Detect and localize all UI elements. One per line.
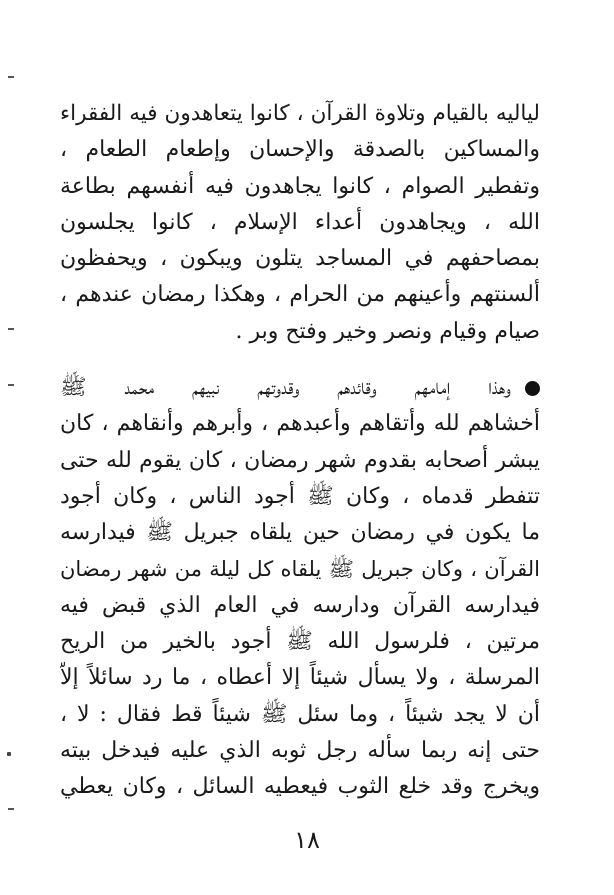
text-line: يبشر أصحابه بقدوم شهر رمضان ، كان يقوم لله حتى [60,447,540,473]
margin-mark [8,384,14,386]
paragraph-1 [60,96,540,350]
bullet-icon [525,381,540,396]
text-line: ألسنتهم وأعينهم من الحرام ، وهكذا رمضان عندهم ، [60,282,540,308]
text-line-first [60,370,540,406]
margin-mark [8,328,14,330]
text-line: المرسلة ، ولا يسأل شيئاً إلا أعطاه ، ما رد سائلاً إلاّ [60,665,540,691]
text-line: صيام وقيام ونصر وخير وفتح وبر . [235,318,540,344]
text-line: والمساكين بالصدقة والإحسان وإطعام الطعام ، [60,137,540,163]
margin-mark [8,808,14,810]
text-line-content: وهذا إمامهم وقائدهم وقدوتهم نبيهم محمد ﷺ [60,375,511,400]
text-line: القرآن ، وكان جبريل ﷺ يلقاه كل ليلة من شهر رمضان [60,557,540,582]
text-line: لياليه بالقيام وتلاوة القرآن ، كانوا يتعاهدون فيه الفقراء [60,101,540,126]
page-number: ١٨ [294,826,320,854]
paragraph-2 [60,370,540,806]
text-line: أخشاهم لله وأتقاهم وأعبدهم ، وأبرهم وأنقاهم ، كان [60,411,540,437]
text-line: حتى إنه ربما سأله رجل ثوبه الذي عليه فيدخل بيته [60,737,540,763]
margin-mark [8,76,14,78]
text-line: بمصاحفهم في المساجد يتلون ويبكون ، ويحفظون [60,246,540,272]
margin-dot [7,752,11,756]
text-line: وتفطير الصوام ، كانوا يجاهدون فيه أنفسهم بطاعة [60,173,540,199]
text-line: ويخرج وقد خلع الثوب فيعطيه السائل ، وكان يعطي [60,774,540,800]
text-line: فيدارسه القرآن ودارسه في العام الذي قبض فيه [60,592,540,618]
text-line: ما يكون في رمضان حين يلقاه جبريل ﷺ فيدارسه [60,520,540,546]
text-line: أن لا يجد شيئاً ، وما سئل ﷺ شيئاً قط فقال : لا ، [60,701,540,727]
text-line: مرتين ، فلرسول الله ﷺ أجود بالخير من الريح [60,629,540,655]
text-line: تتفطر قدماه ، وكان ﷺ أجود الناس ، وكان أجود [60,483,540,509]
text-line: الله ، ويجاهدون أعداء الإسلام ، كانوا يجلسون [60,209,540,235]
